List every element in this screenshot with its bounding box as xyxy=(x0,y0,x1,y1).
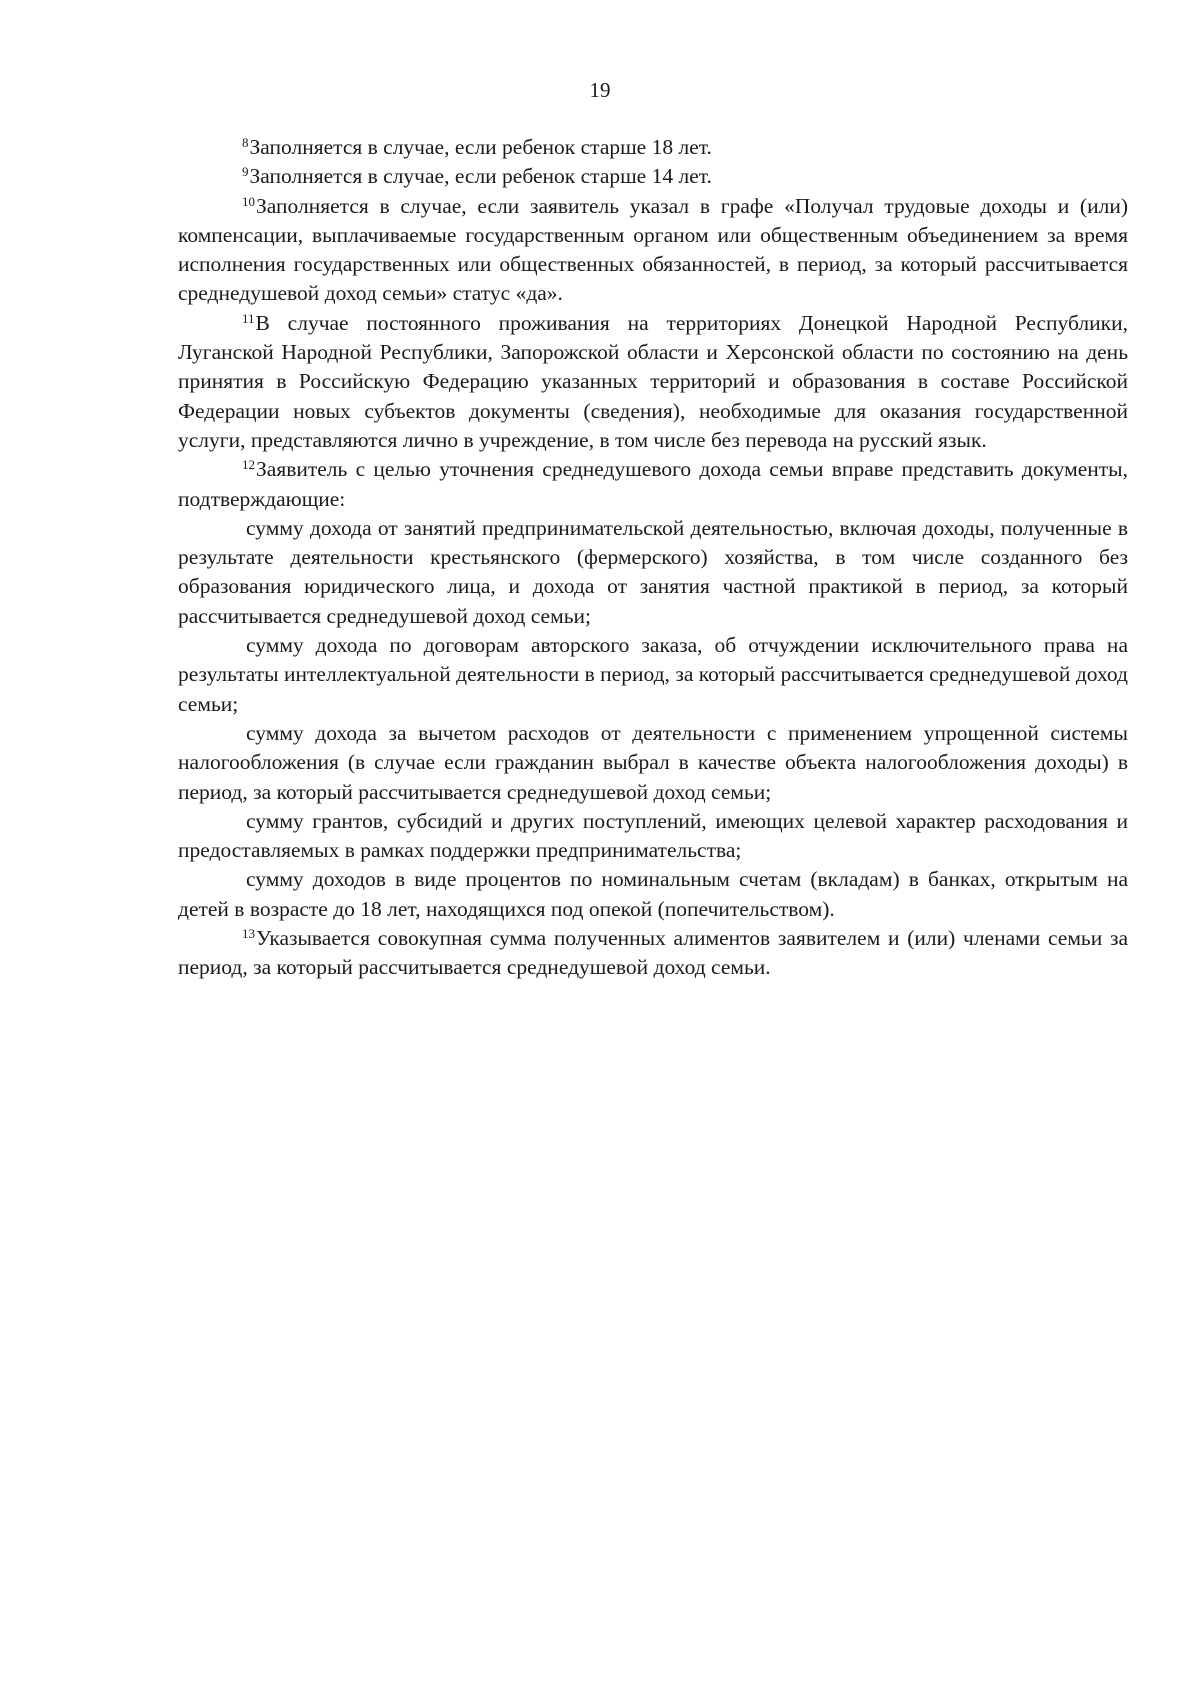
footnote-marker: 12 xyxy=(242,457,255,473)
list-item: сумму дохода по договорам авторского заказа, об отчуждении исключительного права на результаты интеллектуальной деятельности в период, за который рассчитывается среднедушевой доход семьи; xyxy=(178,633,1128,716)
footnote-text: Заполняется в случае, если ребенок старше 14 лет. xyxy=(249,164,712,189)
footnote-text: В случае постоянного проживания на территориях Донецкой Народной Республики, Луганской Народной Республики, Запорожской области и Херсонской области по состоянию на день принятия в Российскую Федерацию указанных территорий и образования в составе Российской Федерации новых субъектов документы (сведения), необходимые для оказания государственной услуги, представляются лично в учреждение, в том числе без перевода на русский язык. xyxy=(178,310,1128,452)
list-item: сумму дохода от занятий предпринимательской деятельностью, включая доходы, полученные в результате деятельности крестьянского (фермерского) хозяйства, в том числе созданного без образования юридического лица, и дохода от занятия частной практикой в период, за который рассчитывается среднедушевой доход семьи; xyxy=(178,515,1128,628)
footnote-11 xyxy=(178,309,1128,455)
footnote-12 xyxy=(178,455,1128,514)
list-item: сумму грантов, субсидий и других поступлений, имеющих целевой характер расходования и предоставляемых в рамках поддержки предпринимательства; xyxy=(178,808,1128,863)
footnote-text: Заполняется в случае, если ребенок старше 18 лет. xyxy=(249,135,712,159)
footnote-text: Заполняется в случае, если заявитель указал в графе «Получал трудовые доходы и (или) компенсации, выплачиваемые государственным органом или общественным объединением за время исполнения государственных или общественных обязанностей, в период, за который рассчитывается среднедушевой доход семьи» статус «да». xyxy=(178,193,1128,306)
footnote-marker: 8 xyxy=(242,135,249,150)
footnote-marker: 13 xyxy=(242,926,255,942)
footnote-10 xyxy=(178,192,1128,309)
footnote-8 xyxy=(178,133,1128,162)
footnote-13 xyxy=(178,924,1128,983)
footnote-marker: 11 xyxy=(242,310,255,326)
footnote-9 xyxy=(178,162,1128,191)
footnote-marker: 10 xyxy=(242,193,255,209)
footnote-text: Указывается совокупная сумма полученных алиментов заявителем и (или) членами семьи за период, за который рассчитывается среднедушевой доход семьи. xyxy=(178,926,1128,980)
footnote-text: Заявитель с целью уточнения среднедушевого дохода семьи вправе представить документы, подтверждающие: xyxy=(178,457,1128,511)
list-item: сумму доходов в виде процентов по номинальным счетам (вкладам) в банках, открытым на детей в возрасте до 18 лет, находящихся под опекой (попечительством). xyxy=(178,867,1128,921)
document-body xyxy=(178,133,1128,983)
footnote-marker: 9 xyxy=(242,164,249,180)
list-item: сумму дохода за вычетом расходов от деятельности с применением упрощенной системы налогообложения (в случае если гражданин выбрал в качестве объекта налогообложения доходы) в период, за который рассчитывается среднедушевой доход семьи; xyxy=(178,720,1128,804)
page-number: 19 xyxy=(589,78,611,102)
